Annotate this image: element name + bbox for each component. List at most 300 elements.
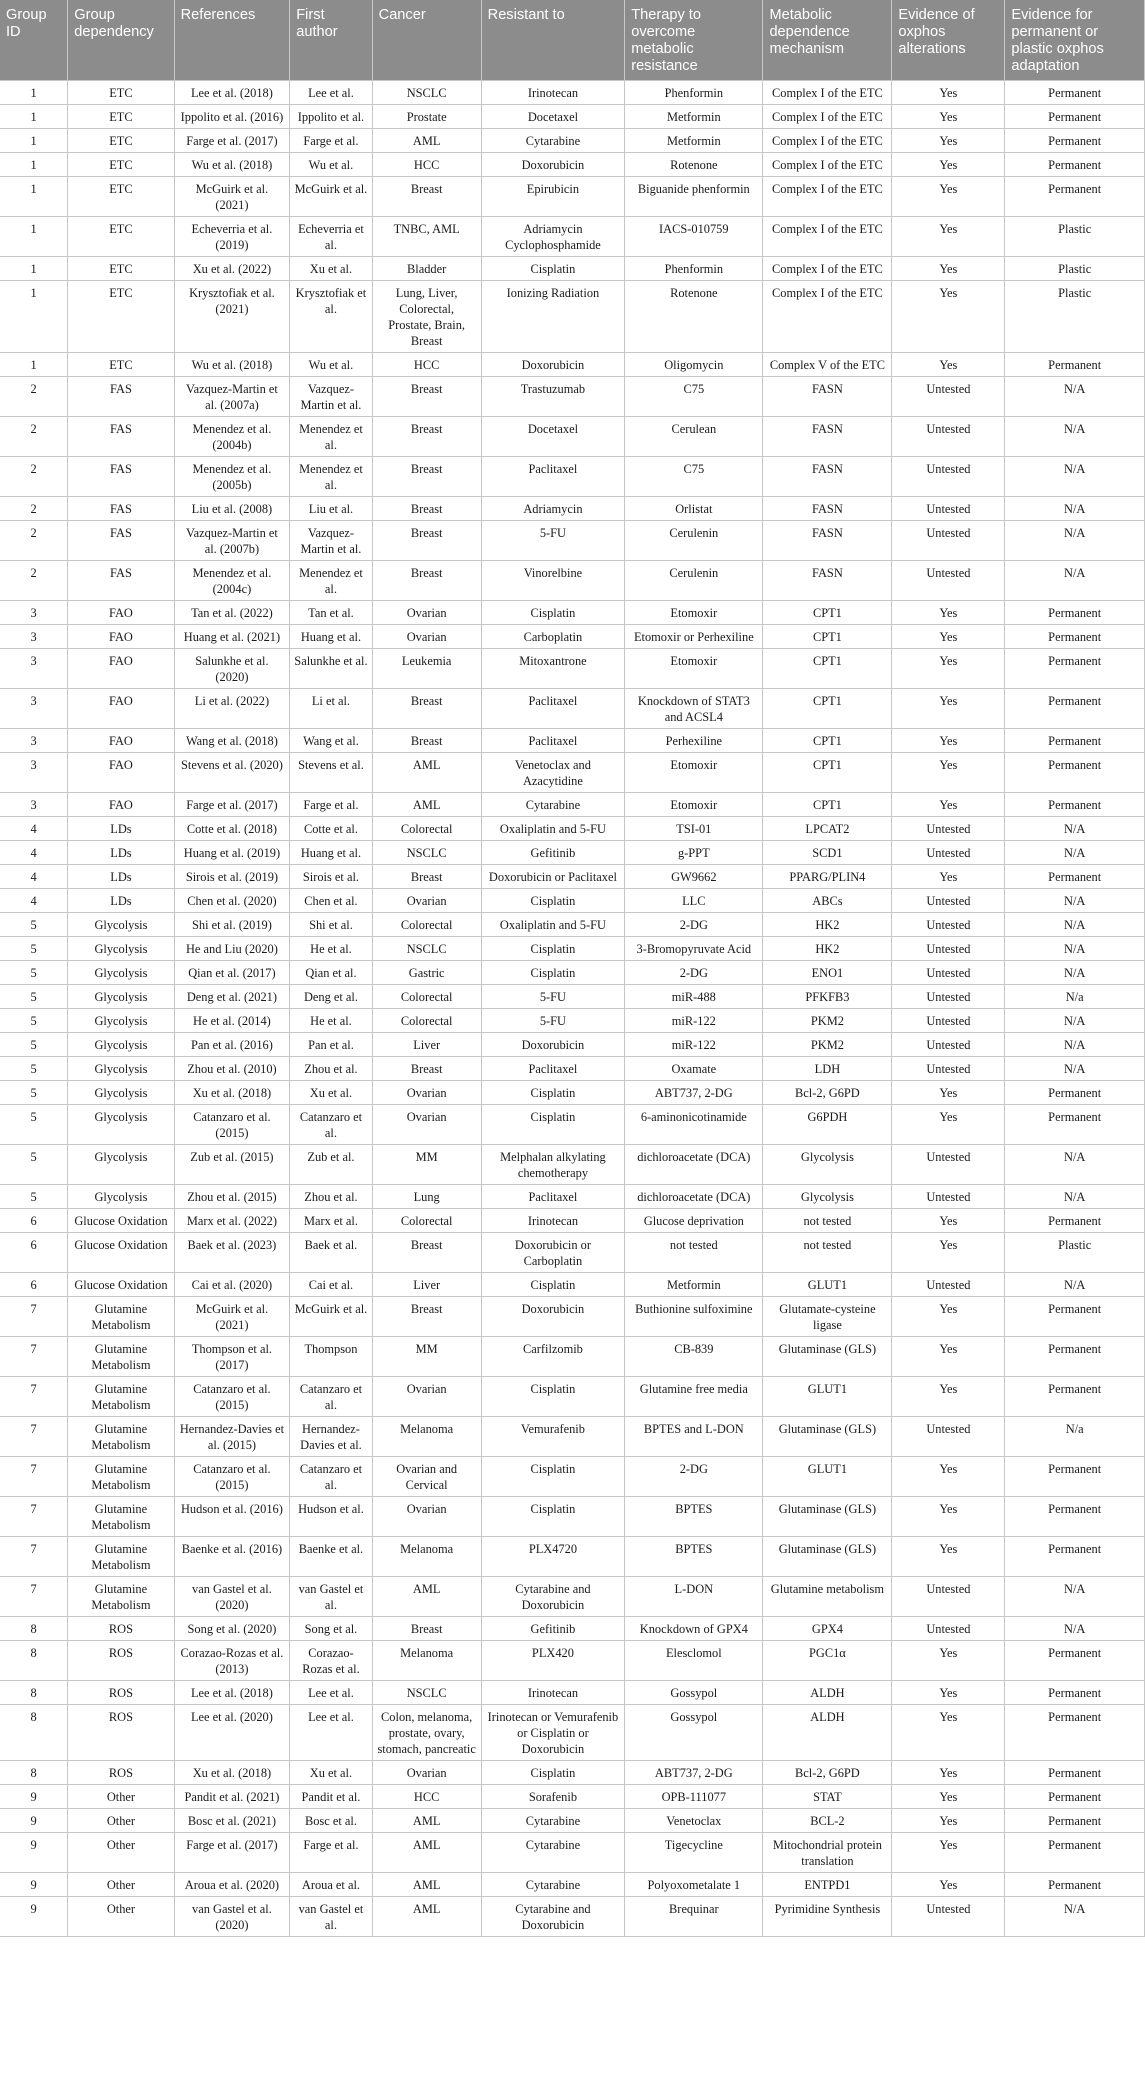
table-cell: Salunkhe et al. (2020)	[174, 649, 290, 689]
table-cell: Permanent	[1005, 729, 1145, 753]
table-cell: Echeverria et al. (2019)	[174, 217, 290, 257]
table-cell: PKM2	[763, 1009, 892, 1033]
table-cell: Breast	[372, 417, 481, 457]
column-header: Group ID	[0, 0, 68, 81]
table-cell: Vazquez-Martin et al. (2007a)	[174, 377, 290, 417]
table-cell: Cisplatin	[481, 1497, 625, 1537]
table-cell: 1	[0, 281, 68, 353]
table-cell: Permanent	[1005, 793, 1145, 817]
table-cell: Yes	[892, 1233, 1005, 1273]
table-cell: PKM2	[763, 1033, 892, 1057]
column-header: Resistant to	[481, 0, 625, 81]
table-cell: N/A	[1005, 889, 1145, 913]
table-cell: Yes	[892, 793, 1005, 817]
table-cell: Paclitaxel	[481, 457, 625, 497]
table-cell: Cisplatin	[481, 1377, 625, 1417]
table-row	[0, 1233, 1145, 1273]
table-cell: N/A	[1005, 1033, 1145, 1057]
table-cell: He et al.	[290, 1009, 372, 1033]
table-row	[0, 1209, 1145, 1233]
table-cell: Baenke et al.	[290, 1537, 372, 1577]
table-cell: Sirois et al. (2019)	[174, 865, 290, 889]
table-cell: Plastic	[1005, 281, 1145, 353]
table-cell: 6	[0, 1233, 68, 1273]
table-cell: Epirubicin	[481, 177, 625, 217]
table-row	[0, 1105, 1145, 1145]
table-cell: Ovarian	[372, 1497, 481, 1537]
table-cell: Complex I of the ETC	[763, 217, 892, 257]
table-cell: Cytarabine and Doxorubicin	[481, 1897, 625, 1937]
table-cell: Liu et al.	[290, 497, 372, 521]
table-cell: 9	[0, 1785, 68, 1809]
table-cell: Untested	[892, 457, 1005, 497]
table-cell: 1	[0, 177, 68, 217]
table-cell: FAS	[68, 497, 174, 521]
table-cell: TSI-01	[625, 817, 763, 841]
table-cell: ALDH	[763, 1681, 892, 1705]
table-cell: HK2	[763, 913, 892, 937]
table-cell: He and Liu (2020)	[174, 937, 290, 961]
table-cell: Untested	[892, 1145, 1005, 1185]
table-body	[0, 81, 1145, 1937]
table-cell: Ovarian	[372, 625, 481, 649]
table-row	[0, 937, 1145, 961]
table-cell: Permanent	[1005, 1833, 1145, 1873]
table-cell: Wang et al.	[290, 729, 372, 753]
table-cell: van Gastel et al. (2020)	[174, 1897, 290, 1937]
table-cell: Paclitaxel	[481, 689, 625, 729]
table-cell: Menendez et al.	[290, 417, 372, 457]
table-cell: N/a	[1005, 1417, 1145, 1457]
table-row	[0, 649, 1145, 689]
table-cell: 7	[0, 1417, 68, 1457]
table-cell: 3	[0, 649, 68, 689]
table-cell: Breast	[372, 177, 481, 217]
table-cell: ROS	[68, 1617, 174, 1641]
table-cell: ENO1	[763, 961, 892, 985]
table-cell: g-PPT	[625, 841, 763, 865]
table-cell: Cytarabine	[481, 1873, 625, 1897]
table-cell: Glutamine Metabolism	[68, 1337, 174, 1377]
table-cell: Cytarabine	[481, 1833, 625, 1873]
table-cell: Glutamine Metabolism	[68, 1537, 174, 1577]
table-cell: 2	[0, 497, 68, 521]
table-cell: PPARG/PLIN4	[763, 865, 892, 889]
table-cell: Krysztofiak et al.	[290, 281, 372, 353]
table-cell: 2	[0, 521, 68, 561]
table-cell: AML	[372, 1833, 481, 1873]
table-cell: Yes	[892, 1457, 1005, 1497]
table-cell: Glutamine Metabolism	[68, 1417, 174, 1457]
table-cell: Huang et al. (2021)	[174, 625, 290, 649]
table-cell: Song et al. (2020)	[174, 1617, 290, 1641]
table-cell: Yes	[892, 1809, 1005, 1833]
table-cell: Glycolysis	[68, 1185, 174, 1209]
table-cell: N/A	[1005, 913, 1145, 937]
table-cell: Other	[68, 1897, 174, 1937]
table-cell: Other	[68, 1785, 174, 1809]
table-cell: Breast	[372, 1617, 481, 1641]
table-cell: N/A	[1005, 1009, 1145, 1033]
table-row	[0, 1417, 1145, 1457]
table-cell: 8	[0, 1761, 68, 1785]
table-cell: GLUT1	[763, 1377, 892, 1417]
table-cell: N/A	[1005, 497, 1145, 521]
table-cell: Irinotecan	[481, 1681, 625, 1705]
table-cell: Permanent	[1005, 1297, 1145, 1337]
table-cell: Doxorubicin	[481, 1033, 625, 1057]
table-cell: N/A	[1005, 1145, 1145, 1185]
column-header: Evidence for permanent or plastic oxphos adaptation	[1005, 0, 1145, 81]
table-cell: C75	[625, 377, 763, 417]
table-cell: Glutamine Metabolism	[68, 1577, 174, 1617]
table-cell: Baek et al. (2023)	[174, 1233, 290, 1273]
table-cell: LDH	[763, 1057, 892, 1081]
table-cell: Other	[68, 1873, 174, 1897]
table-cell: ROS	[68, 1641, 174, 1681]
table-row	[0, 353, 1145, 377]
table-cell: ETC	[68, 81, 174, 105]
table-cell: Colorectal	[372, 985, 481, 1009]
table-row	[0, 217, 1145, 257]
table-cell: Permanent	[1005, 1809, 1145, 1833]
table-cell: Permanent	[1005, 1105, 1145, 1145]
table-cell: Glycolysis	[68, 1033, 174, 1057]
column-header: References	[174, 0, 290, 81]
table-row	[0, 1377, 1145, 1417]
table-cell: Glycolysis	[68, 1009, 174, 1033]
table-cell: 7	[0, 1537, 68, 1577]
table-cell: dichloroacetate (DCA)	[625, 1145, 763, 1185]
table-cell: N/A	[1005, 1577, 1145, 1617]
table-cell: AML	[372, 1897, 481, 1937]
table-row	[0, 457, 1145, 497]
table-cell: Yes	[892, 689, 1005, 729]
table-cell: Permanent	[1005, 153, 1145, 177]
table-row	[0, 81, 1145, 105]
table-cell: Zub et al. (2015)	[174, 1145, 290, 1185]
table-cell: AML	[372, 753, 481, 793]
table-cell: Menendez et al. (2005b)	[174, 457, 290, 497]
table-cell: Plastic	[1005, 1233, 1145, 1273]
table-cell: 1	[0, 81, 68, 105]
table-cell: 2-DG	[625, 961, 763, 985]
table-cell: Buthionine sulfoximine	[625, 1297, 763, 1337]
table-cell: Cisplatin	[481, 1273, 625, 1297]
table-row	[0, 1873, 1145, 1897]
table-cell: LDs	[68, 841, 174, 865]
table-cell: Cytarabine	[481, 1809, 625, 1833]
table-cell: Marx et al.	[290, 1209, 372, 1233]
table-row	[0, 1145, 1145, 1185]
table-cell: 7	[0, 1457, 68, 1497]
table-row	[0, 817, 1145, 841]
table-cell: Tigecycline	[625, 1833, 763, 1873]
table-cell: Venetoclax	[625, 1809, 763, 1833]
table-cell: Farge et al.	[290, 129, 372, 153]
table-cell: Permanent	[1005, 753, 1145, 793]
table-cell: Cisplatin	[481, 1105, 625, 1145]
table-cell: Glutamine Metabolism	[68, 1297, 174, 1337]
table-cell: NSCLC	[372, 937, 481, 961]
table-cell: Yes	[892, 1705, 1005, 1761]
table-cell: Complex I of the ETC	[763, 257, 892, 281]
table-cell: 5	[0, 1081, 68, 1105]
table-cell: Other	[68, 1809, 174, 1833]
table-cell: ENTPD1	[763, 1873, 892, 1897]
table-cell: Lee et al.	[290, 1705, 372, 1761]
table-cell: Glutaminase (GLS)	[763, 1337, 892, 1377]
table-cell: N/A	[1005, 561, 1145, 601]
table-cell: 5	[0, 961, 68, 985]
table-cell: Yes	[892, 129, 1005, 153]
column-header: Evidence of oxphos alterations	[892, 0, 1005, 81]
table-cell: N/A	[1005, 521, 1145, 561]
table-cell: AML	[372, 1809, 481, 1833]
table-cell: FASN	[763, 561, 892, 601]
table-cell: Cerulenin	[625, 561, 763, 601]
table-cell: Untested	[892, 1033, 1005, 1057]
table-cell: Docetaxel	[481, 417, 625, 457]
table-cell: FASN	[763, 521, 892, 561]
table-cell: C75	[625, 457, 763, 497]
table-cell: Sorafenib	[481, 1785, 625, 1809]
table-cell: Zhou et al. (2010)	[174, 1057, 290, 1081]
table-cell: AML	[372, 1873, 481, 1897]
table-cell: G6PDH	[763, 1105, 892, 1145]
table-cell: 7	[0, 1297, 68, 1337]
table-cell: Yes	[892, 1833, 1005, 1873]
table-cell: Breast	[372, 1233, 481, 1273]
table-cell: ETC	[68, 129, 174, 153]
table-cell: 9	[0, 1873, 68, 1897]
table-cell: Doxorubicin or Carboplatin	[481, 1233, 625, 1273]
table-cell: 5	[0, 1105, 68, 1145]
table-cell: 7	[0, 1577, 68, 1617]
table-cell: MM	[372, 1337, 481, 1377]
table-cell: NSCLC	[372, 1681, 481, 1705]
table-cell: Xu et al.	[290, 1761, 372, 1785]
table-cell: 5	[0, 937, 68, 961]
table-cell: GLUT1	[763, 1273, 892, 1297]
table-header-row	[0, 0, 1145, 81]
table-cell: Hudson et al. (2016)	[174, 1497, 290, 1537]
table-cell: Pandit et al. (2021)	[174, 1785, 290, 1809]
table-cell: 7	[0, 1377, 68, 1417]
table-cell: Vazquez-Martin et al.	[290, 377, 372, 417]
table-cell: Liver	[372, 1273, 481, 1297]
table-cell: Breast	[372, 377, 481, 417]
table-row	[0, 1081, 1145, 1105]
table-cell: Glutaminase (GLS)	[763, 1497, 892, 1537]
table-cell: 9	[0, 1833, 68, 1873]
table-cell: Vazquez-Martin et al. (2007b)	[174, 521, 290, 561]
table-cell: Ovarian	[372, 1761, 481, 1785]
table-cell: Lee et al. (2018)	[174, 81, 290, 105]
table-cell: LPCAT2	[763, 817, 892, 841]
table-cell: FAO	[68, 753, 174, 793]
table-cell: BCL-2	[763, 1809, 892, 1833]
table-cell: Paclitaxel	[481, 1057, 625, 1081]
table-cell: IACS-010759	[625, 217, 763, 257]
table-cell: dichloroacetate (DCA)	[625, 1185, 763, 1209]
table-cell: miR-122	[625, 1033, 763, 1057]
table-cell: Gossypol	[625, 1681, 763, 1705]
table-cell: CPT1	[763, 753, 892, 793]
table-cell: STAT	[763, 1785, 892, 1809]
table-cell: Etomoxir	[625, 601, 763, 625]
table-cell: Rotenone	[625, 153, 763, 177]
table-row	[0, 1833, 1145, 1873]
table-cell: FAS	[68, 521, 174, 561]
table-cell: Salunkhe et al.	[290, 649, 372, 689]
table-cell: Permanent	[1005, 1785, 1145, 1809]
table-cell: ETC	[68, 353, 174, 377]
table-cell: Baenke et al. (2016)	[174, 1537, 290, 1577]
table-cell: Cisplatin	[481, 961, 625, 985]
table-cell: BPTES	[625, 1537, 763, 1577]
table-cell: Melanoma	[372, 1417, 481, 1457]
table-cell: Untested	[892, 817, 1005, 841]
table-cell: N/A	[1005, 1617, 1145, 1641]
table-cell: Cisplatin	[481, 1081, 625, 1105]
table-cell: Permanent	[1005, 129, 1145, 153]
table-cell: Mitoxantrone	[481, 649, 625, 689]
table-cell: LDs	[68, 817, 174, 841]
table-cell: Untested	[892, 1009, 1005, 1033]
table-cell: Irinotecan or Vemurafenib or Cisplatin or Doxorubicin	[481, 1705, 625, 1761]
table-cell: Qian et al.	[290, 961, 372, 985]
table-cell: Untested	[892, 1617, 1005, 1641]
table-cell: Catanzaro et al.	[290, 1105, 372, 1145]
table-cell: FAO	[68, 793, 174, 817]
table-cell: Vazquez-Martin et al.	[290, 521, 372, 561]
table-cell: HCC	[372, 353, 481, 377]
table-cell: Permanent	[1005, 1209, 1145, 1233]
table-cell: Tan et al.	[290, 601, 372, 625]
table-cell: Glucose deprivation	[625, 1209, 763, 1233]
table-cell: miR-488	[625, 985, 763, 1009]
table-cell: FAS	[68, 457, 174, 497]
table-cell: Irinotecan	[481, 81, 625, 105]
table-cell: Colorectal	[372, 1009, 481, 1033]
table-cell: Yes	[892, 1105, 1005, 1145]
table-cell: OPB-111077	[625, 1785, 763, 1809]
table-cell: Colorectal	[372, 817, 481, 841]
table-row	[0, 729, 1145, 753]
table-cell: FAO	[68, 729, 174, 753]
table-cell: 6	[0, 1209, 68, 1233]
table-cell: Untested	[892, 1185, 1005, 1209]
table-cell: Etomoxir or Perhexiline	[625, 625, 763, 649]
table-cell: 5-FU	[481, 521, 625, 561]
table-cell: Permanent	[1005, 1081, 1145, 1105]
table-cell: LLC	[625, 889, 763, 913]
table-cell: 4	[0, 865, 68, 889]
table-cell: Yes	[892, 1497, 1005, 1537]
table-cell: Farge et al. (2017)	[174, 129, 290, 153]
table-cell: Yes	[892, 1785, 1005, 1809]
table-cell: Trastuzumab	[481, 377, 625, 417]
table-cell: BPTES and L-DON	[625, 1417, 763, 1457]
table-cell: Bcl-2, G6PD	[763, 1761, 892, 1785]
table-cell: Yes	[892, 1209, 1005, 1233]
table-cell: Yes	[892, 217, 1005, 257]
table-row	[0, 1705, 1145, 1761]
table-cell: Zhou et al. (2015)	[174, 1185, 290, 1209]
table-cell: 5	[0, 1009, 68, 1033]
table-cell: Stevens et al. (2020)	[174, 753, 290, 793]
table-cell: 8	[0, 1681, 68, 1705]
table-cell: Leukemia	[372, 649, 481, 689]
table-cell: 5	[0, 1033, 68, 1057]
table-cell: Polyoxometalate 1	[625, 1873, 763, 1897]
table-cell: Yes	[892, 601, 1005, 625]
table-cell: Paclitaxel	[481, 1185, 625, 1209]
table-cell: Qian et al. (2017)	[174, 961, 290, 985]
table-cell: Xu et al. (2018)	[174, 1081, 290, 1105]
table-cell: Menendez et al.	[290, 561, 372, 601]
table-cell: Bladder	[372, 257, 481, 281]
table-cell: 5-FU	[481, 985, 625, 1009]
table-cell: Yes	[892, 729, 1005, 753]
table-cell: Yes	[892, 1873, 1005, 1897]
table-cell: Pan et al. (2016)	[174, 1033, 290, 1057]
table-cell: Permanent	[1005, 625, 1145, 649]
table-cell: N/A	[1005, 1897, 1145, 1937]
table-cell: Metformin	[625, 105, 763, 129]
table-row	[0, 1457, 1145, 1497]
table-cell: Ovarian	[372, 1081, 481, 1105]
table-cell: Doxorubicin	[481, 1297, 625, 1337]
table-cell: Farge et al. (2017)	[174, 1833, 290, 1873]
table-cell: Breast	[372, 1297, 481, 1337]
table-cell: CPT1	[763, 625, 892, 649]
table-cell: Cisplatin	[481, 889, 625, 913]
table-cell: van Gastel et al.	[290, 1897, 372, 1937]
table-cell: Wu et al.	[290, 353, 372, 377]
table-cell: 1	[0, 217, 68, 257]
table-cell: 7	[0, 1337, 68, 1377]
table-cell: Breast	[372, 729, 481, 753]
table-cell: TNBC, AML	[372, 217, 481, 257]
table-cell: Corazao-Rozas et al.	[290, 1641, 372, 1681]
table-cell: Adriamycin Cyclophosphamide	[481, 217, 625, 257]
table-cell: CPT1	[763, 793, 892, 817]
table-cell: Untested	[892, 889, 1005, 913]
table-cell: miR-122	[625, 1009, 763, 1033]
table-cell: Untested	[892, 1273, 1005, 1297]
table-cell: 3-Bromopyruvate Acid	[625, 937, 763, 961]
table-cell: SCD1	[763, 841, 892, 865]
table-cell: Rotenone	[625, 281, 763, 353]
table-cell: 6	[0, 1273, 68, 1297]
table-cell: Bosc et al.	[290, 1809, 372, 1833]
table-cell: Menendez et al. (2004c)	[174, 561, 290, 601]
table-cell: Permanent	[1005, 1681, 1145, 1705]
table-cell: Aroua et al. (2020)	[174, 1873, 290, 1897]
table-cell: Etomoxir	[625, 793, 763, 817]
table-cell: Orlistat	[625, 497, 763, 521]
table-cell: Etomoxir	[625, 753, 763, 793]
table-cell: Permanent	[1005, 649, 1145, 689]
table-cell: Complex I of the ETC	[763, 281, 892, 353]
table-cell: Yes	[892, 353, 1005, 377]
table-cell: Glutaminase (GLS)	[763, 1417, 892, 1457]
table-cell: Yes	[892, 177, 1005, 217]
table-cell: CPT1	[763, 649, 892, 689]
table-cell: Ovarian	[372, 601, 481, 625]
